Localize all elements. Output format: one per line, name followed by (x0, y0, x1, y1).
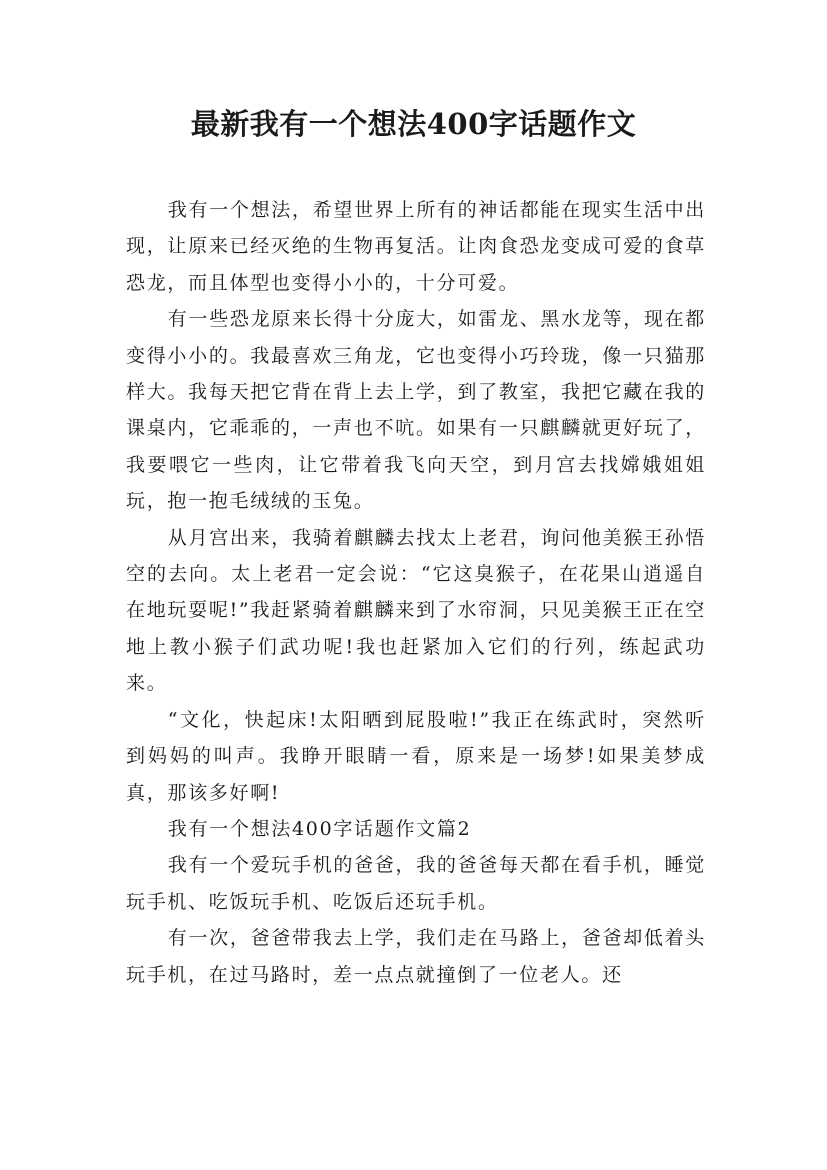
paragraph: “文化，快起床!太阳晒到屁股啦!”我正在练武时，突然听到妈妈的叫声。我睁开眼睛一看，原来是一场梦!如果美梦成真，那该多好啊! (126, 708, 706, 804)
document-body (126, 192, 706, 993)
paragraph: 有一次，爸爸带我去上学，我们走在马路上，爸爸却低着头玩手机，在过马路时，差一点点就撞倒了一位老人。还 (126, 927, 706, 986)
document-title: 最新我有一个想法400字话题作文 (190, 107, 637, 141)
paragraph: 有一些恐龙原来长得十分庞大，如雷龙、黑水龙等，现在都变得小小的。我最喜欢三角龙，它也变得小巧玲珑，像一只猫那样大。我每天把它背在背上去上学，到了教室，我把它藏在我的课桌内，它乖乖的，一声也不吭。如果有一只麒麟就更好玩了，我要喂它一些肉，让它带着我飞向天空，到月宫去找嫦娥姐姐玩，抱一抱毛绒绒的玉兔。 (126, 308, 706, 513)
paragraph: 从月宫出来，我骑着麒麟去找太上老君，询问他美猴王孙悟空的去向。太上老君一定会说：“它这臭猴子，在花果山逍遥自在地玩耍呢!”我赶紧骑着麒麟来到了水帘洞，只见美猴王正在空地上教小猴子们武功呢!我也赶紧加入它们的行列，练起武功来。 (126, 526, 706, 695)
section-heading: 我有一个想法400字话题作文篇2 (167, 817, 472, 840)
paragraph: 我有一个想法，希望世界上所有的神话都能在现实生活中出现，让原来已经灭绝的生物再复活。让肉食恐龙变成可爱的食草恐龙，而且体型也变得小小的，十分可爱。 (126, 199, 706, 294)
paragraph: 我有一个爱玩手机的爸爸，我的爸爸每天都在看手机，睡觉玩手机、吃饭玩手机、吃饭后还玩手机。 (126, 854, 706, 913)
